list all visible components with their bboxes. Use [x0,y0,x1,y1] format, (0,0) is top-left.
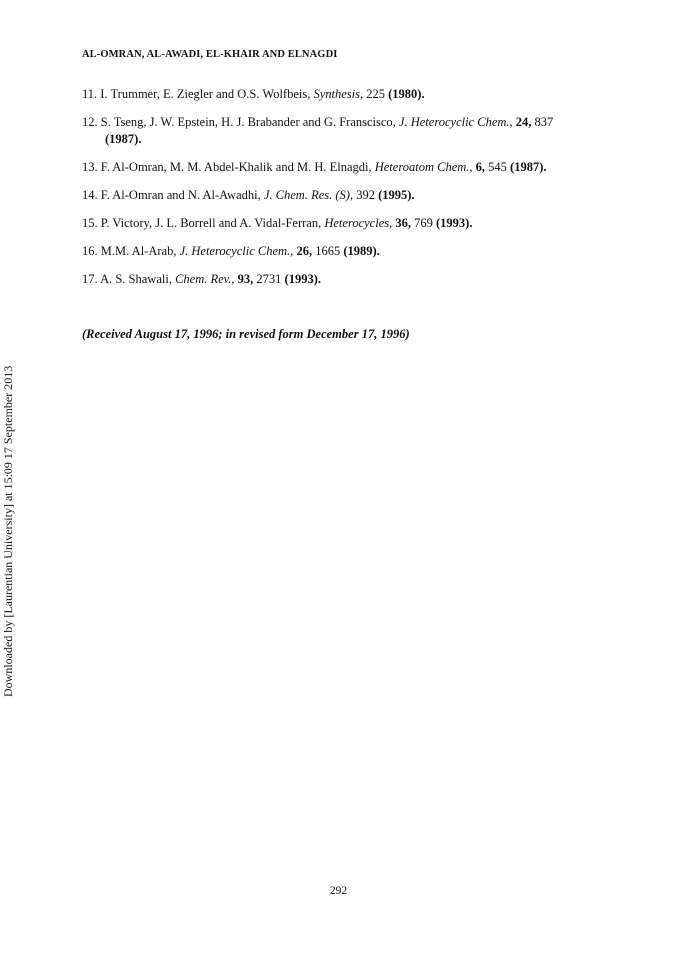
reference-pages: 545 [488,160,507,174]
reference-number: 11. [82,87,98,101]
reference-year: (1989). [343,244,380,258]
reference-journal: J. Chem. Res. (S), [263,188,354,202]
reference-number: 15. [82,216,98,230]
reference-pages: 392 [356,188,375,202]
reference-item [82,187,596,204]
reference-year: (1995). [378,188,415,202]
reference-item [82,159,596,176]
reference-journal: Heteroatom Chem., [374,160,473,174]
reference-authors: M.M. Al-Arab, [100,244,177,258]
reference-number: 16. [82,244,98,258]
reference-number: 14. [82,188,98,202]
reference-list [82,86,596,299]
reference-authors: F. Al-Omran, M. M. Abdel-Khalik and M. H. Elnagdi, [100,160,372,174]
reference-pages: 1665 [315,244,341,258]
reference-item [82,215,596,232]
reference-pages: 837 [534,115,554,129]
reference-volume: 36, [395,216,411,230]
download-watermark: Downloaded by [Laurentian University] at 15:09 17 September 2013 [1,365,15,697]
reference-authors: F. Al-Omran and N. Al-Awadhi, [100,188,261,202]
reference-volume: 93, [237,272,254,286]
reference-item [82,86,596,103]
received-date-note: (Received August 17, 1996; in revised form December 17, 1996) [82,327,410,341]
reference-journal: J. Heterocyclic Chem., [398,115,513,129]
reference-year: (1987). [105,132,142,146]
reference-authors: P. Victory, J. L. Borrell and A. Vidal-Ferran, [100,216,322,230]
reference-number: 17. [82,272,98,286]
reference-journal: Heterocycles, [324,216,393,230]
reference-number: 13. [82,160,98,174]
reference-year: (1993). [436,216,473,230]
reference-authors: I. Trummer, E. Ziegler and O.S. Wolfbeis, [100,87,311,101]
reference-pages: 2731 [256,272,282,286]
reference-year: (1987). [510,160,547,174]
reference-year: (1993). [284,272,321,286]
reference-item [82,114,596,148]
running-head: AL-OMRAN, AL-AWADI, EL-KHAIR AND ELNAGDI [82,49,338,60]
reference-number: 12. [82,115,98,129]
reference-item [82,243,596,260]
reference-pages: 225 [366,87,385,101]
reference-volume: 24, [515,115,532,129]
reference-journal: J. Heterocyclic Chem., [179,244,294,258]
reference-year: (1980). [388,87,425,101]
reference-volume: 26, [296,244,313,258]
reference-authors: A. S. Shawali, [100,272,172,286]
reference-journal: Chem. Rev., [175,272,235,286]
reference-authors: S. Tseng, J. W. Epstein, H. J. Brabander and G. Franscisco, [100,115,396,129]
reference-item [82,271,596,288]
reference-pages: 769 [414,216,433,230]
reference-journal: Synthesis, [313,87,364,101]
page-number: 292 [329,885,348,897]
reference-volume: 6, [475,160,486,174]
